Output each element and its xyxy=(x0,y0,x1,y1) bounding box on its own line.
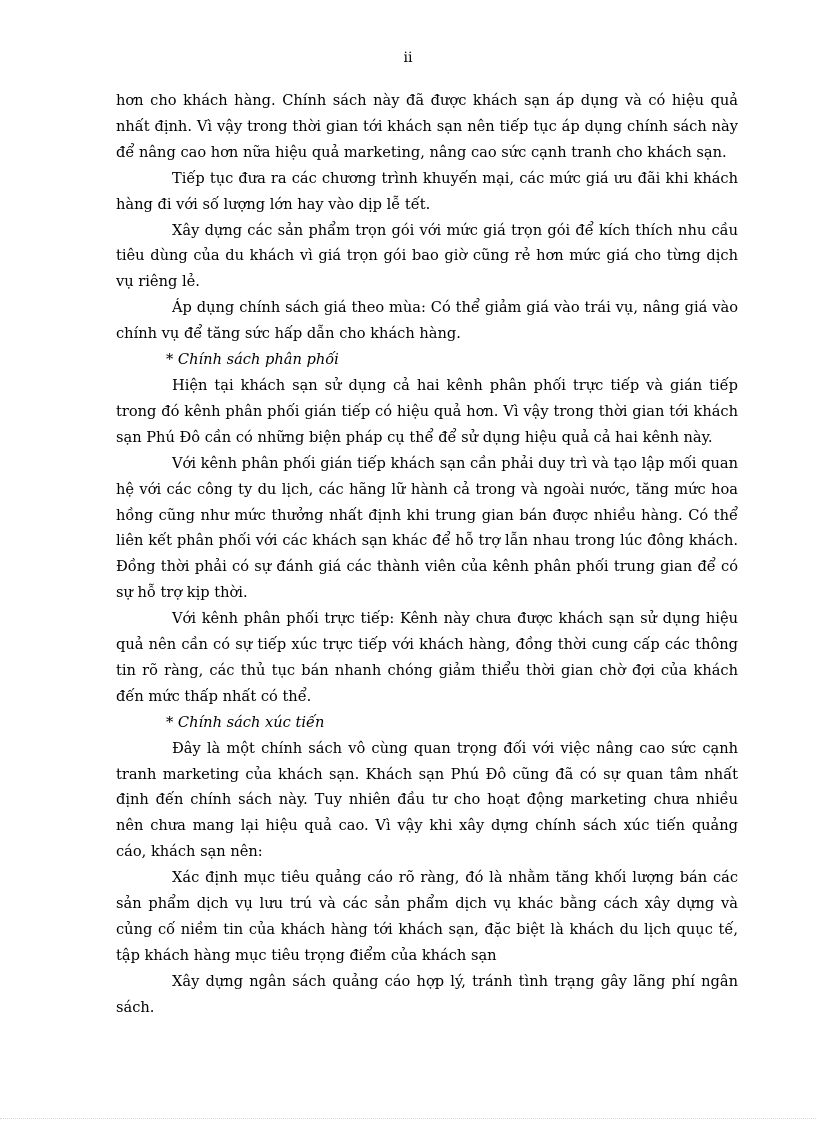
document-body xyxy=(116,88,738,1021)
paragraph-distribution-channels: Hiện tại khách sạn sử dụng cả hai kênh phân phối trực tiếp và gián tiếp trong đó kênh phân phối gián tiếp có hiệu quả hơn. Vì vậy trong thời gian tới khách sạn Phú Đô cần có những biện pháp cụ thể để sử dụng hiệu quả cả hai kênh này. xyxy=(116,376,738,446)
paragraph-promotions: Tiếp tục đưa ra các chương trình khuyến mại, các mức giá ưu đãi khi khách hàng đi với số lượng lớn hay vào dịp lễ tết. xyxy=(116,169,738,213)
page-number: ii xyxy=(403,50,413,66)
paragraph-package-products: Xây dựng các sản phẩm trọn gói với mức giá trọn gói để kích thích nhu cầu tiêu dùng của du khách vì giá trọn gói bao giờ cũng rẻ hơn mức giá cho từng dịch vụ riêng lẻ. xyxy=(116,221,738,291)
paragraph-advertising-budget: Xây dựng ngân sách quảng cáo hợp lý, tránh tình trạng gây lãng phí ngân sách. xyxy=(116,972,738,1016)
paragraph-promotion-importance: Đây là một chính sách vô cùng quan trọng đối với việc nâng cao sức cạnh tranh marketing của khách sạn. Khách sạn Phú Đô cũng đã có sự quan tâm nhất định đến chính sách này. Tuy nhiên đầu tư cho hoạt động marketing chưa nhiều nên chưa mang lại hiệu quả cao. Vì vậy khi xây dựng chính sách xúc tiến quảng cáo, khách sạn nên: xyxy=(116,739,738,861)
paragraph-seasonal-pricing: Áp dụng chính sách giá theo mùa: Có thể giảm giá vào trái vụ, nâng giá vào chính vụ để tăng sức hấp dẫn cho khách hàng. xyxy=(116,299,738,343)
heading-promotion-policy: * Chính sách xúc tiến xyxy=(166,713,325,731)
paragraph-direct-channel: Với kênh phân phối trực tiếp: Kênh này chưa được khách sạn sử dụng hiệu quả nên cần có sự tiếp xúc trực tiếp với khách hàng, đồng thời cung cấp các thông tin rõ ràng, các thủ tục bán nhanh chóng giảm thiểu thời gian chờ đợi của khách đến mức thấp nhất có thể. xyxy=(116,610,738,705)
paragraph-indirect-channel: Với kênh phân phối gián tiếp khách sạn cần phải duy trì và tạo lập mối quan hệ với các công ty du lịch, các hãng lữ hành cả trong và ngoài nước, tăng mức hoa hồng cũng như mức thưởng nhất định khi trung gian bán được nhiều hàng. Có thể liên kết phân phối với các khách sạn khác để hỗ trợ lẫn nhau trong lúc đông khách. Đồng thời phải có sự đánh giá các thành viên của kênh phân phối trung gian để có sự hỗ trợ kịp thời. xyxy=(116,454,738,602)
heading-distribution-policy: * Chính sách phân phối xyxy=(166,351,339,369)
paragraph-price-policy-continued: hơn cho khách hàng. Chính sách này đã được khách sạn áp dụng và có hiệu quả nhất định. Vì vậy trong thời gian tới khách sạn nên tiếp tục áp dụng chính sách này để nâng cao hơn nữa hiệu quả marketing, nâng cao sức cạnh tranh cho khách sạn. xyxy=(116,92,738,161)
page-bottom-divider xyxy=(0,1118,816,1119)
paragraph-advertising-goals: Xác định mục tiêu quảng cáo rõ ràng, đó là nhằm tăng khối lượng bán các sản phẩm dịch vụ lưu trú và các sản phẩm dịch vụ khác bằng cách xây dựng và củng cố niềm tin của khách hàng tới khách sạn, đặc biệt là khách du lịch quục tế, tập khách hàng mục tiêu trọng điểm của khách sạn xyxy=(116,869,738,964)
